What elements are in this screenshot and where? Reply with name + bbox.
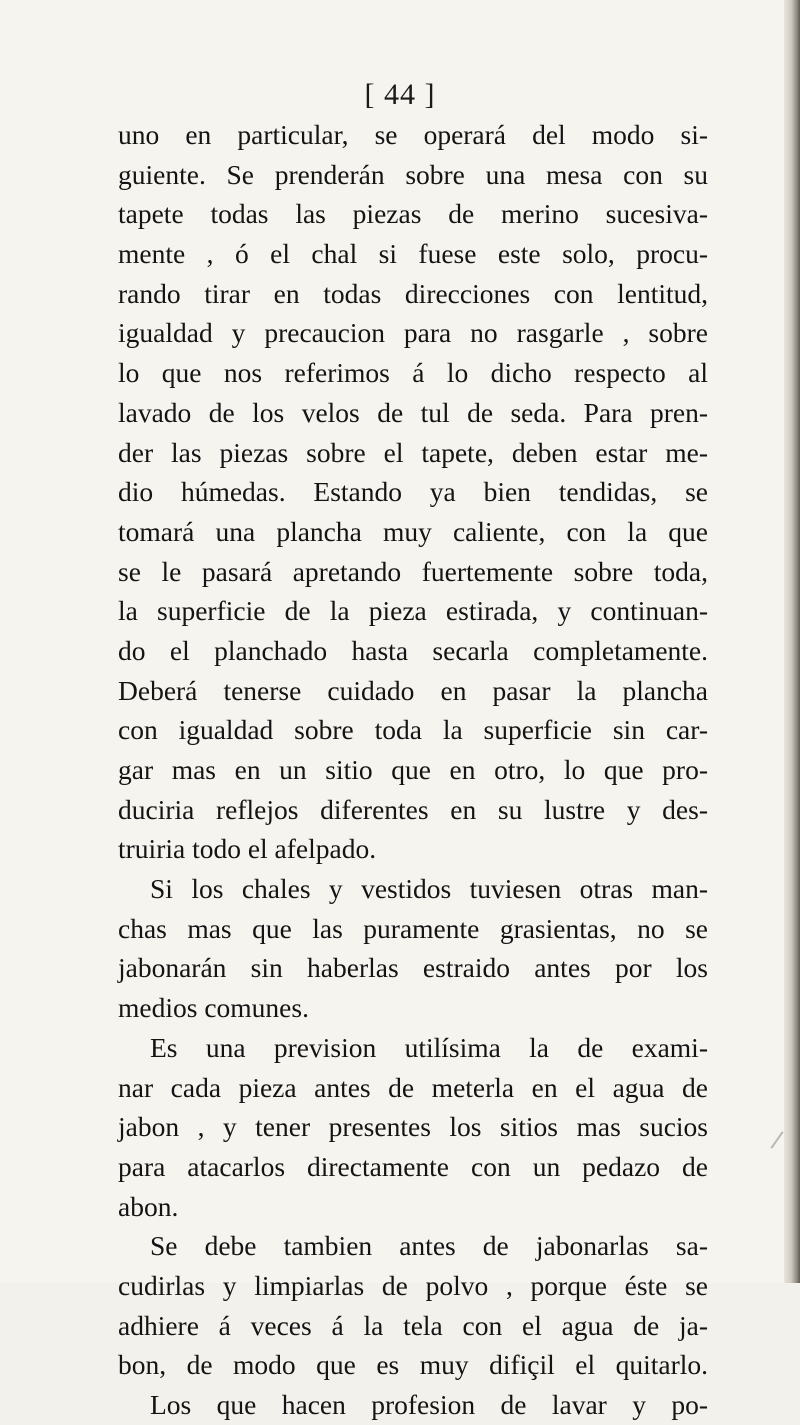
text-line: nar cada pieza antes de meterla en el agua de bbox=[118, 1071, 708, 1103]
page-edge-shadow bbox=[784, 0, 800, 1283]
text-line: adhiere á veces á la tela con el agua de ja- bbox=[118, 1309, 708, 1341]
text-line: lo que nos referimos á lo dicho respecto al bbox=[118, 357, 708, 389]
text-line: lavado de los velos de tul de seda. Para pren- bbox=[118, 396, 708, 428]
text-line: Si los chales y vestidos tuviesen otras man- bbox=[150, 873, 708, 905]
text-line: cudirlas y limpiarlas de polvo , porque éste se bbox=[118, 1269, 708, 1301]
text-line: tomará una plancha muy caliente, con la que bbox=[118, 515, 708, 547]
text-line: Deberá tenerse cuidado en pasar la plancha bbox=[118, 674, 708, 706]
text-line: con igualdad sobre toda la superficie sin car- bbox=[118, 714, 708, 746]
text-line: medios comunes. bbox=[118, 992, 309, 1024]
page-mark bbox=[770, 1131, 783, 1149]
body-text bbox=[118, 115, 708, 1425]
text-line: uno en particular, se operará del modo si- bbox=[118, 119, 708, 150]
text-line: abon. bbox=[118, 1190, 179, 1222]
text-line: Los que hacen profesion de lavar y po- bbox=[150, 1389, 708, 1420]
text-line: guiente. Se prenderán sobre una mesa con su bbox=[118, 158, 708, 190]
text-line: duciria reflejos diferentes en su lustre y des- bbox=[118, 793, 708, 825]
text-line: para atacarlos directamente con un pedazo de bbox=[118, 1150, 708, 1182]
text-line: do el planchado hasta secarla completamente. bbox=[118, 634, 708, 666]
text-line: truiria todo el afelpado. bbox=[118, 833, 377, 865]
text-line: se le pasará apretando fuertemente sobre toda, bbox=[118, 555, 708, 587]
text-line: der las piezas sobre el tapete, deben estar me- bbox=[118, 436, 708, 468]
text-line: chas mas que las puramente grasientas, no se bbox=[118, 912, 708, 944]
text-line: tapete todas las piezas de merino sucesiva- bbox=[118, 198, 708, 230]
text-line: Es una prevision utilísima la de exami- bbox=[150, 1031, 708, 1063]
text-line: igualdad y precaucion para no rasgarle , sobre bbox=[118, 317, 708, 349]
text-line: la superficie de la pieza estirada, y continuan- bbox=[118, 595, 708, 627]
text-line: gar mas en un sitio que en otro, lo que pro- bbox=[118, 754, 708, 785]
text-line: rando tirar en todas direcciones con lentitud, bbox=[118, 277, 708, 309]
text-line: dio húmedas. Estando ya bien tendidas, se bbox=[118, 476, 708, 508]
text-line: jabonarán sin haberlas estraido antes por los bbox=[118, 952, 708, 984]
text-line: jabon , y tener presentes los sitios mas sucios bbox=[118, 1111, 708, 1143]
text-line: mente , ó el chal si fuese este solo, procu- bbox=[118, 238, 708, 270]
text-line: bon, de modo que es muy difiçil el quitarlo. bbox=[118, 1349, 708, 1381]
page-number: [ 44 ] bbox=[364, 78, 436, 111]
text-line: Se debe tambien antes de jabonarlas sa- bbox=[150, 1230, 708, 1262]
